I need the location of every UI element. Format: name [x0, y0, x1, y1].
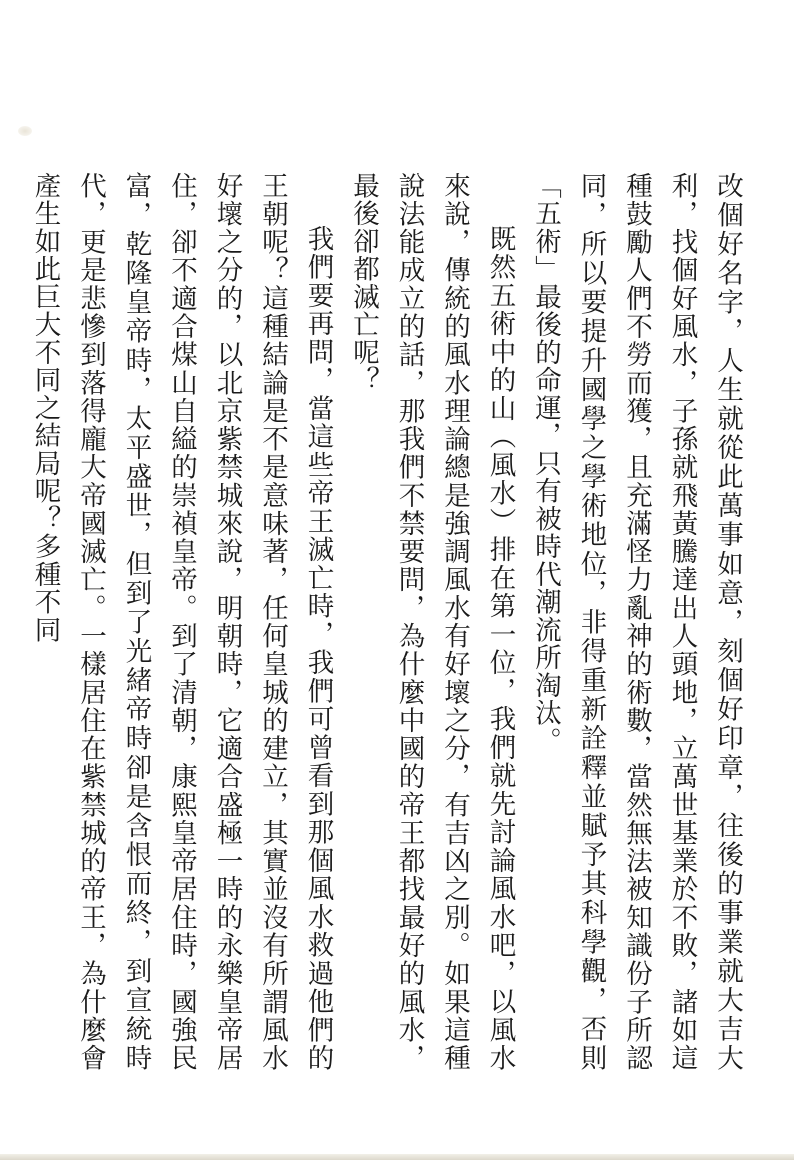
- vertical-text-block: [29, 172, 750, 1072]
- paragraph-2: 既然五術中的山（風水）排在第一位，我們就先討論風水吧，以風水來說，傳統的風水理論總是強調風水有好壞之分，有吉凶之別。如果這種說法能成立的話，那我們不禁要問，為什麼中國的帝王都找最好的風水，最後卻都滅亡呢？: [348, 172, 516, 1072]
- scan-smudge: [18, 126, 32, 136]
- paragraph-3: 我們要再問，當這些帝王滅亡時，我們可曾看到那個風水救過他們的王朝呢？這種結論是不是意味著，任何皇城的建立，其實並沒有所謂風水好壞之分的，以北京紫禁城來說，明朝時，它適合盛極一時的永樂皇帝居住，卻不適合煤山自縊的崇禎皇帝。到了清朝，康熙皇帝居住時，國強民富，乾隆皇帝時，太平盛世，但到了光緒帝時卻是含恨而終，到宣統時代，更是悲慘到落得龐大帝國滅亡。一樣居住在紫禁城的帝王，為什麼會產生如此巨大不同之結局呢？多種不同: [29, 172, 334, 1072]
- paragraph-1: 改個好名字，人生就從此萬事如意，刻個好印章，往後的事業就大吉大利，找個好風水，子孫就飛黃騰達出人頭地，立萬世基業於不敗，諸如這種鼓勵人們不勞而獲，且充滿怪力亂神的術數，當然無法被知識份子所認同，所以要提升國學之學術地位，非得重新詮釋並賦予其科學觀，否則「五術」最後的命運，只有被時代潮流所淘汰。: [530, 172, 743, 1072]
- scan-bottom-edge: [0, 1154, 794, 1160]
